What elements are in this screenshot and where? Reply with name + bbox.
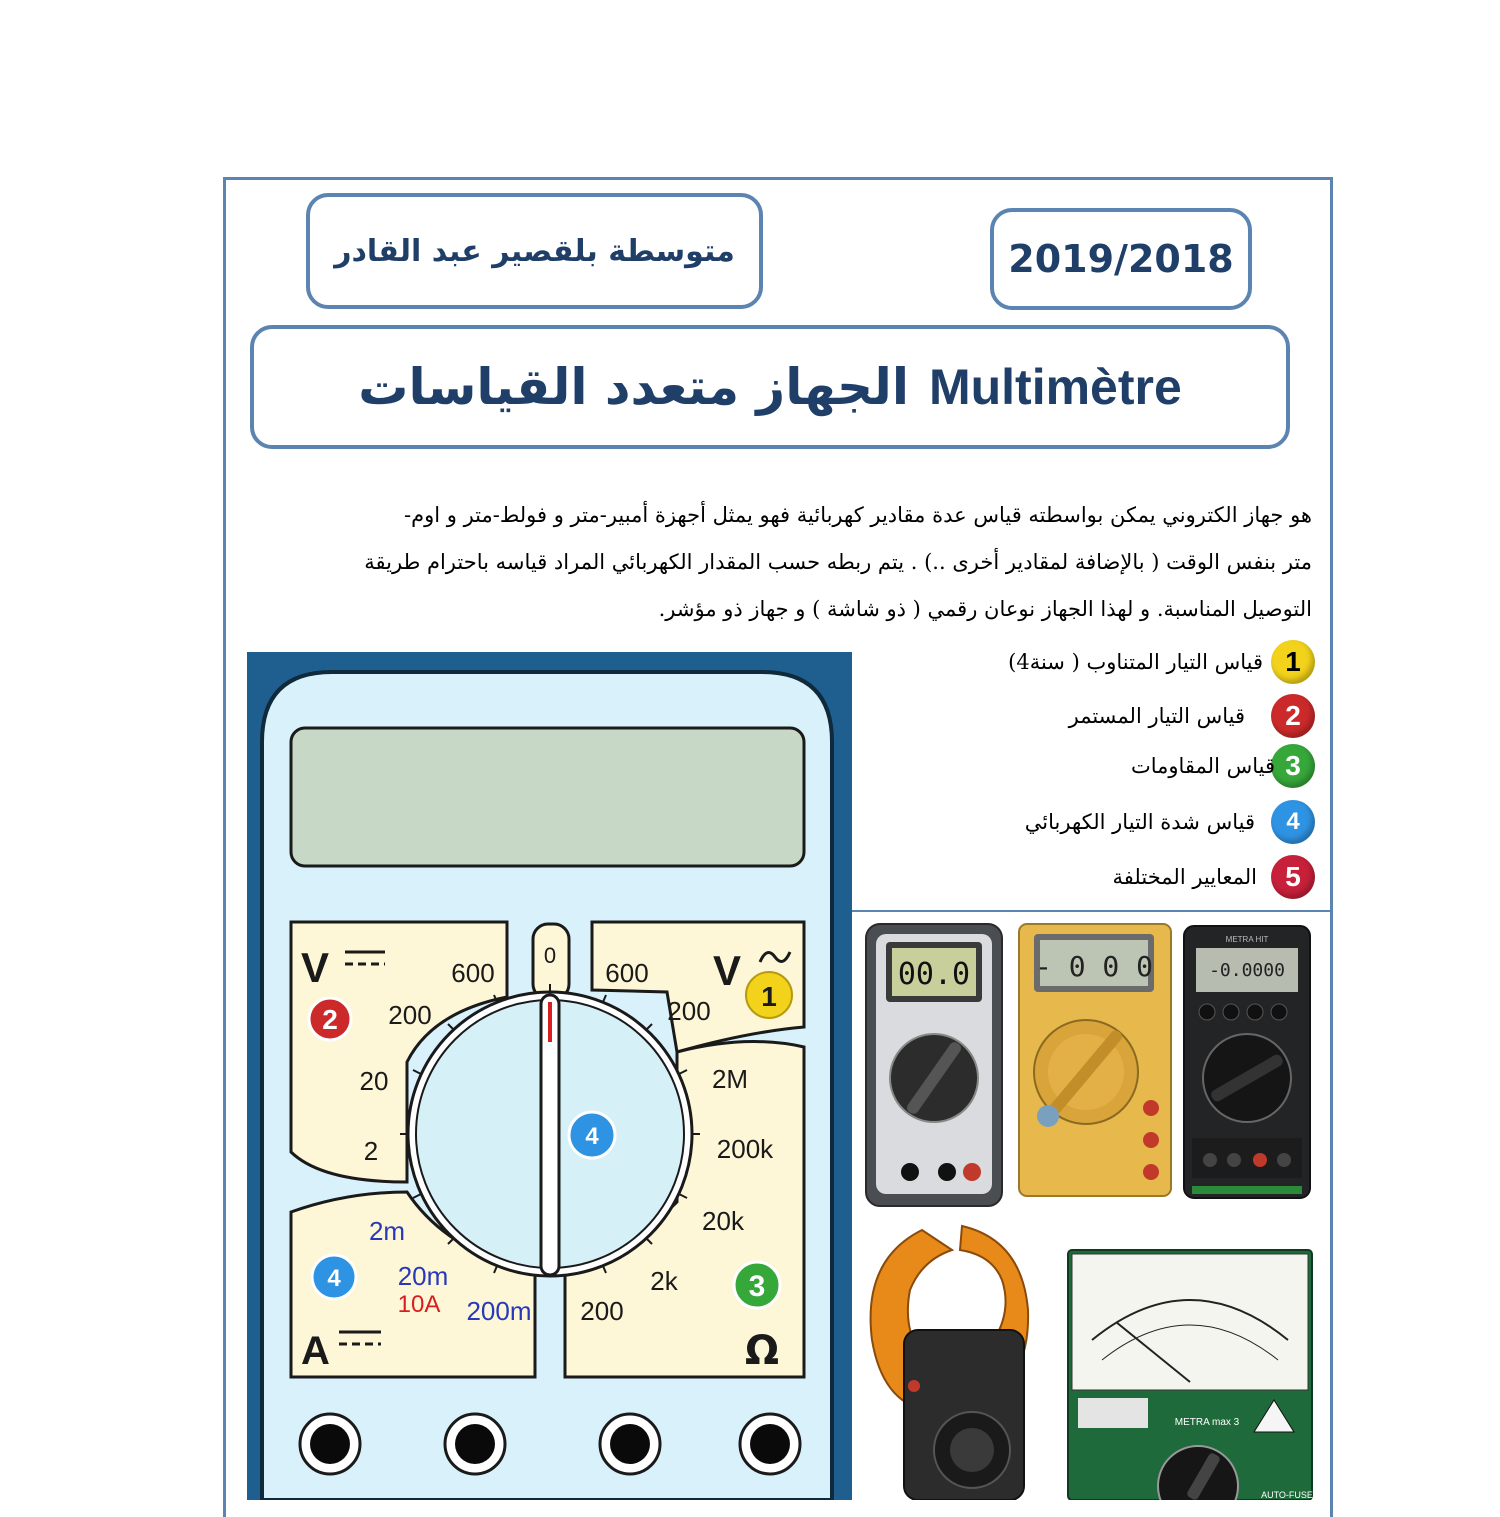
meter2-display: - 0 0 0 (1034, 950, 1154, 983)
photo-digital-meter-black (1184, 926, 1310, 1198)
legend-badge-1: 1 (1271, 640, 1315, 684)
badge-ohm-number: 3 (748, 1270, 766, 1303)
title-latin: Multimètre (928, 359, 1182, 415)
intro-paragraph (262, 492, 1312, 633)
amp-symbol: A (301, 1329, 330, 1373)
meter3-display: -0.0000 (1209, 960, 1285, 981)
legend-badge-4: 4 (1271, 800, 1315, 844)
legend-item-4 (1025, 800, 1315, 844)
title-arabic: الجهاز متعدد القياسات (358, 358, 909, 416)
legend-item-1 (1008, 640, 1315, 684)
acv-range-200: 200 (667, 996, 711, 1026)
badge-dcv-number: 2 (322, 1004, 338, 1035)
zero-label: 0 (543, 943, 557, 968)
badge-acv-number: 1 (761, 981, 777, 1012)
legend-label-3: قياس المقاومات (1130, 754, 1275, 778)
school-year-box (990, 208, 1252, 310)
school-name-box (306, 193, 763, 309)
acv-symbol: V (713, 947, 742, 994)
photos-divider (852, 910, 1333, 912)
dcv-range-2: 2 (363, 1136, 379, 1166)
meter3-brand: METRA HIT (1225, 935, 1269, 944)
multimeter-diagram (247, 652, 852, 1500)
legend-label-5: المعايير المختلفة (1112, 865, 1257, 889)
photo-digital-meter-yellow (1019, 924, 1171, 1196)
ohm-range-2M: 2M (711, 1064, 749, 1094)
title-box (250, 325, 1290, 449)
amp-range-10A: 10A (397, 1291, 441, 1318)
legend-badge-2: 2 (1271, 694, 1315, 738)
ohm-range-200: 200 (580, 1296, 624, 1326)
badge-knob-number: 4 (585, 1123, 599, 1150)
dcv-range-20: 20 (359, 1066, 389, 1096)
meter5-brand: METRA max 3 (1174, 1417, 1240, 1428)
ohm-range-20k: 20k (702, 1206, 744, 1236)
legend-badge-5: 5 (1271, 855, 1315, 899)
school-name: متوسطة بلقصير عبد القادر (334, 233, 735, 269)
legend-item-2 (1069, 694, 1315, 738)
photo-analog-meter (1068, 1250, 1313, 1500)
legend-label-4: قياس شدة التيار الكهربائي (1024, 810, 1255, 834)
legend-label-1: قياس التيار المتناوب ( سنة4) (1008, 650, 1263, 674)
legend-label-2: قياس التيار المستمر (1068, 704, 1245, 728)
photo-digital-meter-gray (866, 924, 1002, 1206)
meter5-label: AUTO-FUSE (1261, 1490, 1313, 1500)
legend-item-3 (1131, 744, 1315, 788)
legend-badge-3: 3 (1271, 744, 1315, 788)
amp-range-200m: 200m (466, 1296, 532, 1326)
multimeter-photos (862, 920, 1332, 1500)
meter1-display: 00.0 (897, 957, 971, 992)
dcv-range-600: 600 (451, 958, 495, 988)
intro-line-1: هو جهاز الكتروني يمكن بواسطته قياس عدة مقادير كهربائية فهو يمثل أجهزة أمبير-متر و فولط-متر و اوم- (404, 503, 1312, 527)
amp-range-20m: 20m (397, 1261, 449, 1291)
ohm-symbol: Ω (744, 1328, 780, 1374)
lcd-screen (291, 728, 804, 866)
ohm-range-200k: 200k (716, 1134, 774, 1164)
dcv-range-200: 200 (388, 1000, 432, 1030)
intro-line-3: التوصيل المناسبة. و لهذا الجهاز نوعان رقمي ( ذو شاشة ) و جهاز ذو مؤشر. (658, 597, 1312, 621)
legend-item-5 (1113, 855, 1315, 899)
intro-line-2: متر بنفس الوقت ( بالإضافة لمقادير أخرى ..) . يتم ربطه حسب المقدار الكهربائي المراد قياسه باحترام طريقة (364, 550, 1312, 574)
photo-clamp-meter (871, 1226, 1029, 1500)
school-year: 2019/2018 (1008, 237, 1234, 281)
acv-range-600: 600 (605, 958, 649, 988)
badge-amp-number: 4 (327, 1265, 341, 1292)
ohm-range-2k: 2k (650, 1266, 678, 1296)
amp-range-2m: 2m (368, 1216, 406, 1246)
dcv-symbol: V (301, 944, 330, 991)
